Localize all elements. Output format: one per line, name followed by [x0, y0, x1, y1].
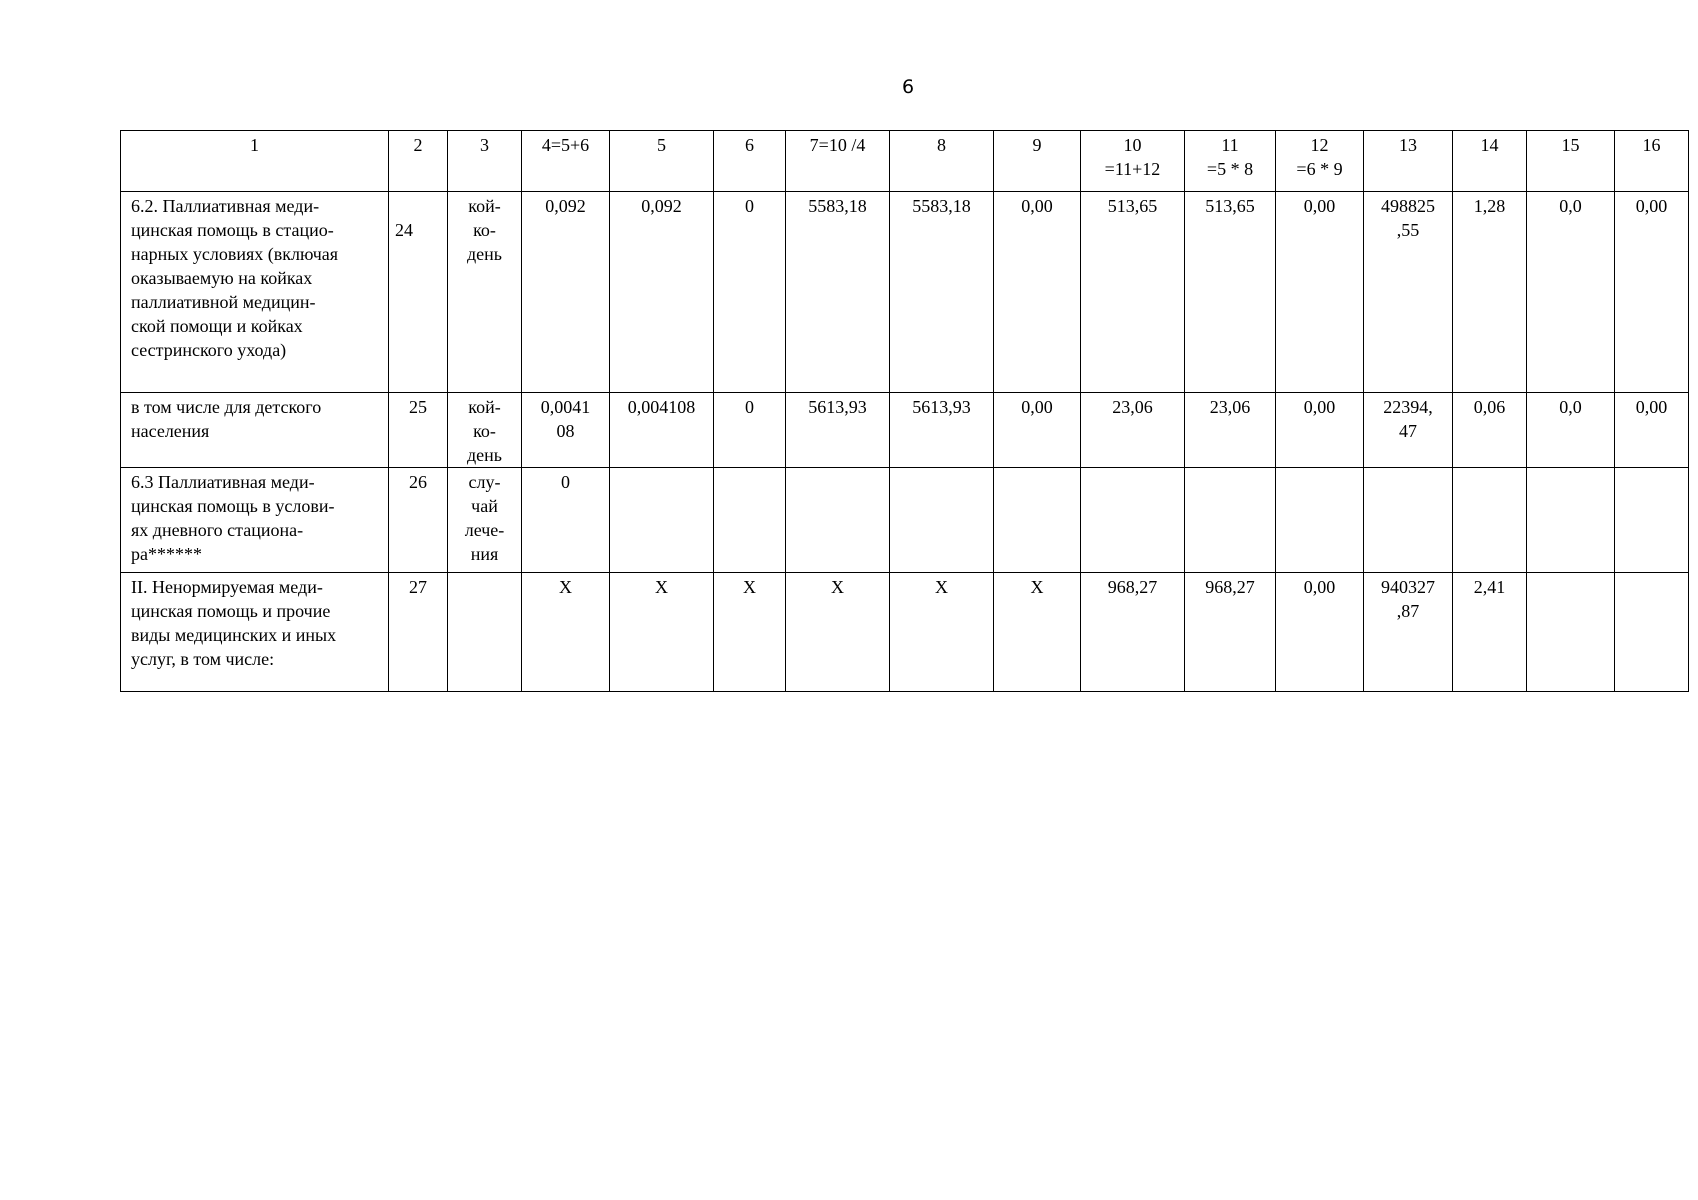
table-cell: 0,004108: [610, 393, 714, 468]
table-cell: 0,0: [1527, 393, 1615, 468]
table-row: [121, 468, 1689, 573]
row-number-cell: 27: [389, 573, 448, 692]
header-cell: 6: [714, 131, 786, 192]
table-cell: [1364, 468, 1453, 573]
table-cell: [1276, 468, 1364, 573]
table-cell: 0,00: [994, 192, 1081, 393]
header-cell: 7=10 /4: [786, 131, 890, 192]
table-cell: 0,092: [610, 192, 714, 393]
header-cell: 8: [890, 131, 994, 192]
unit-cell: [448, 573, 522, 692]
table-cell: 23,06: [1081, 393, 1185, 468]
page-number: 6: [901, 76, 915, 98]
header-cell: 13: [1364, 131, 1453, 192]
table-cell: 5583,18: [890, 192, 994, 393]
table-cell: 968,27: [1185, 573, 1276, 692]
unit-cell: слу- чай лече- ния: [448, 468, 522, 573]
table-cell: 0,00: [1615, 192, 1689, 393]
table-cell: 5613,93: [890, 393, 994, 468]
table-cell: 1,28: [1453, 192, 1527, 393]
table-cell: [1453, 468, 1527, 573]
table-cell: [890, 468, 994, 573]
row-description: 6.2. Паллиативная меди- цинская помощь в стацио- нарных условиях (включая оказываемую на койках паллиативной медицин- ской помощи и койках сестринского ухода): [121, 192, 389, 393]
table-cell: 513,65: [1185, 192, 1276, 393]
row-description: в том числе для детского населения: [121, 393, 389, 468]
table-cell: [1615, 468, 1689, 573]
table-cell: [714, 468, 786, 573]
unit-cell: кой- ко- день: [448, 393, 522, 468]
table-cell: 5613,93: [786, 393, 890, 468]
table-row: [121, 393, 1689, 468]
table-cell: [994, 468, 1081, 573]
table-cell: 513,65: [1081, 192, 1185, 393]
table-cell: 0,00: [1615, 393, 1689, 468]
table-cell: 5583,18: [786, 192, 890, 393]
table-cell: [1185, 468, 1276, 573]
table-cell: 0,06: [1453, 393, 1527, 468]
table-cell: 968,27: [1081, 573, 1185, 692]
row-description: II. Ненормируемая меди- цинская помощь и прочие виды медицинских и иных услуг, в том числе:: [121, 573, 389, 692]
header-cell: 3: [448, 131, 522, 192]
table-cell: 22394, 47: [1364, 393, 1453, 468]
header-row: [121, 131, 1689, 192]
data-table: [120, 130, 1689, 692]
table-cell: X: [890, 573, 994, 692]
row-number-cell: 26: [389, 468, 448, 573]
table-cell: 0,00: [994, 393, 1081, 468]
unit-cell: кой- ко- день: [448, 192, 522, 393]
table-cell: X: [994, 573, 1081, 692]
table-cell: 2,41: [1453, 573, 1527, 692]
table-cell: 0: [714, 393, 786, 468]
table-cell: 0: [522, 468, 610, 573]
table-cell: X: [786, 573, 890, 692]
table-cell: X: [610, 573, 714, 692]
table-cell: [610, 468, 714, 573]
table-row: [121, 573, 1689, 692]
table-cell: 0,00: [1276, 192, 1364, 393]
header-cell: 15: [1527, 131, 1615, 192]
table-cell: 0,00: [1276, 573, 1364, 692]
table-cell: 0,092: [522, 192, 610, 393]
row-number-cell: 24: [389, 192, 448, 393]
header-cell: 16: [1615, 131, 1689, 192]
header-cell: 9: [994, 131, 1081, 192]
table-cell: [1615, 573, 1689, 692]
table-cell: [1081, 468, 1185, 573]
header-cell: 10 =11+12: [1081, 131, 1185, 192]
table-cell: 498825 ,55: [1364, 192, 1453, 393]
header-cell: 1: [121, 131, 389, 192]
table-row: [121, 192, 1689, 393]
header-cell: 12 =6 * 9: [1276, 131, 1364, 192]
header-cell: 14: [1453, 131, 1527, 192]
table-cell: 0,00: [1276, 393, 1364, 468]
row-number-cell: 25: [389, 393, 448, 468]
header-cell: 4=5+6: [522, 131, 610, 192]
header-cell: 11 =5 * 8: [1185, 131, 1276, 192]
header-cell: 5: [610, 131, 714, 192]
table-cell: X: [714, 573, 786, 692]
table-cell: [786, 468, 890, 573]
table-cell: 0,0: [1527, 192, 1615, 393]
table-cell: X: [522, 573, 610, 692]
table-cell: [1527, 573, 1615, 692]
header-cell: 2: [389, 131, 448, 192]
table-cell: [1527, 468, 1615, 573]
table-cell: 0: [714, 192, 786, 393]
table-cell: 0,0041 08: [522, 393, 610, 468]
table-cell: 23,06: [1185, 393, 1276, 468]
row-description: 6.3 Паллиативная меди- цинская помощь в услови- ях дневного стациона- ра******: [121, 468, 389, 573]
table-cell: 940327 ,87: [1364, 573, 1453, 692]
